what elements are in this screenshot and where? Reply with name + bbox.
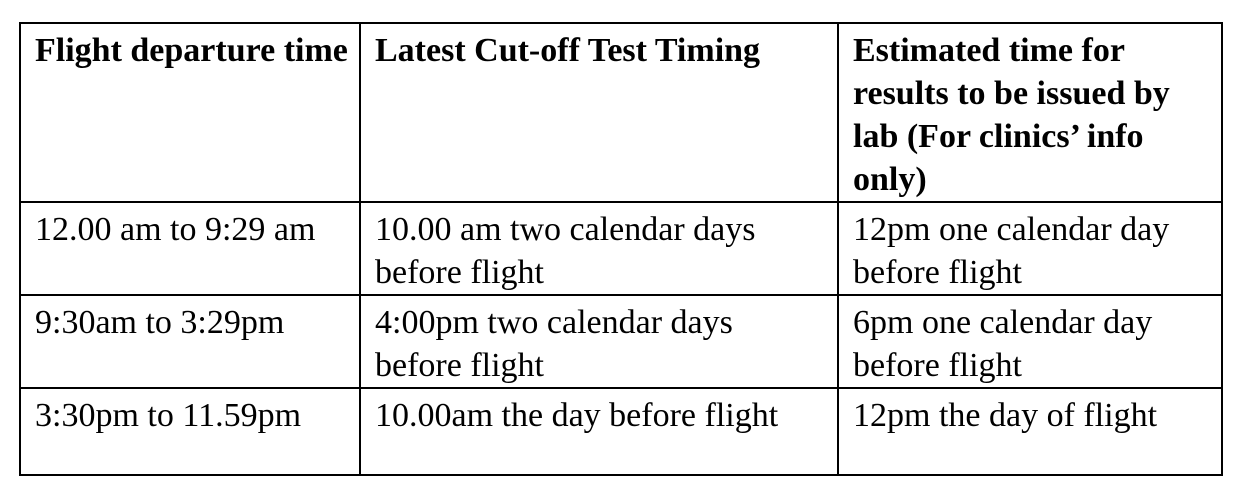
cell-cutoff-timing: 4:00pm two calendar days before flight xyxy=(360,295,838,388)
cell-results-time: 12pm one calendar day before flight xyxy=(838,202,1222,295)
table-row xyxy=(20,295,1222,388)
cell-results-time: 12pm the day of flight xyxy=(838,388,1222,475)
table-row xyxy=(20,202,1222,295)
cell-cutoff-timing: 10.00 am two calendar days before flight xyxy=(360,202,838,295)
cell-results-time: 6pm one calendar day before flight xyxy=(838,295,1222,388)
cell-departure-time: 3:30pm to 11.59pm xyxy=(20,388,360,475)
cell-departure-time: 9:30am to 3:29pm xyxy=(20,295,360,388)
cell-departure-time: 12.00 am to 9:29 am xyxy=(20,202,360,295)
table-header-row xyxy=(20,23,1222,202)
cell-cutoff-timing: 10.00am the day before flight xyxy=(360,388,838,475)
flight-test-timing-table xyxy=(19,22,1223,476)
header-latest-cutoff-test-timing: Latest Cut-off Test Timing xyxy=(360,23,838,202)
header-estimated-results-time: Estimated time for results to be issued by lab (For clinics’ info only) xyxy=(838,23,1222,202)
table-row xyxy=(20,388,1222,475)
header-flight-departure-time: Flight departure time xyxy=(20,23,360,202)
